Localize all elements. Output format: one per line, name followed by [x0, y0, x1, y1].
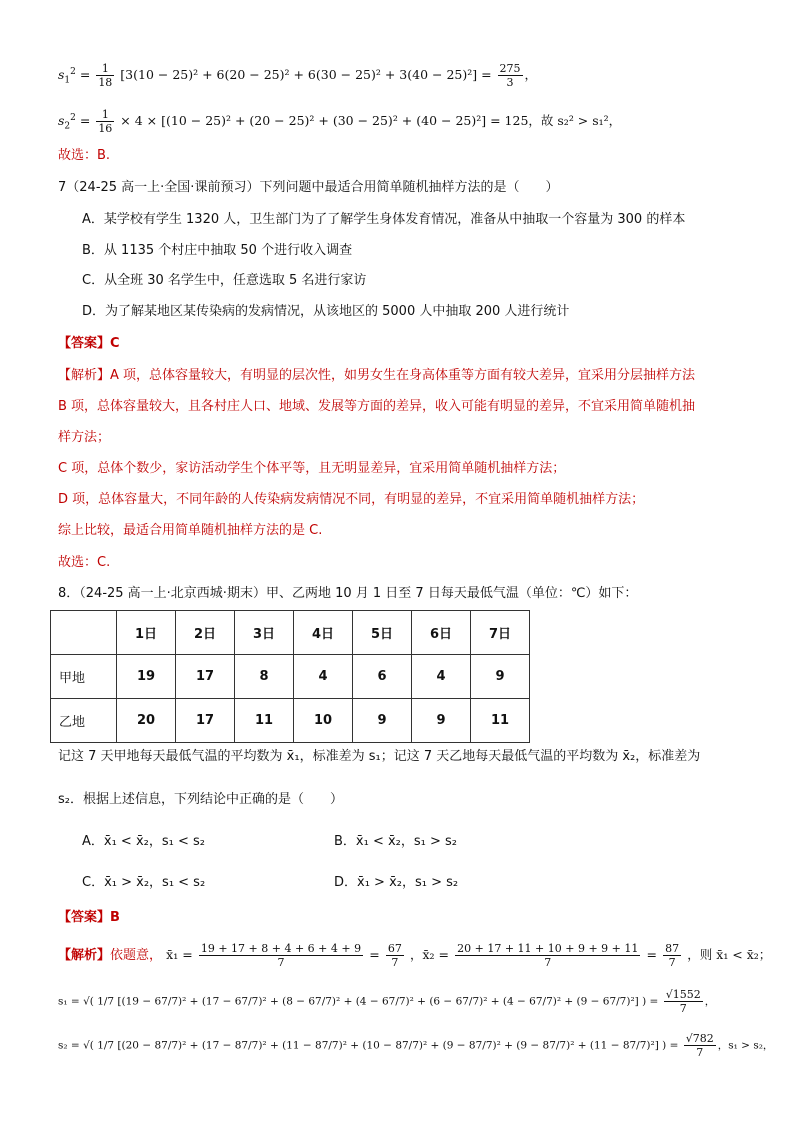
table-cell: 11 [471, 699, 530, 743]
table-cell: 11 [235, 699, 294, 743]
fraction: $\frac{19 + 17 + 8 + 4 + 6 + 4 + 9}{7}$ [200, 942, 362, 969]
q7-analysis-line-1: 【解析】A 项，总体容量较大，有明显的层次性，如男女生在身高体重等方面有较大差异，宜采用分层抽样方法 [58, 368, 696, 383]
q7-analysis-line-2: B 项，总体容量较大，且各村庄人口、地域、发展等方面的差异，收入可能有明显的差异，不宜采用简单随机抽 [58, 399, 696, 414]
fraction: $\frac{√1552}{7}$ [665, 988, 701, 1015]
q8-stem: 8．（24-25 高一上·北京西城·期末）甲、乙两地 10 月 1 日至 7 日每天最低气温（单位：℃）如下： [58, 586, 638, 601]
q7-analysis-line-5: D 项，总体容量大，不同年龄的人传染病发病情况不同，有明显的差异，不宜采用简单随机抽样方法； [58, 492, 645, 507]
q7-option-d: D．为了解某地区某传染病的发病情况，从该地区的 5000 人中抽取 200 人进行统计 [82, 304, 570, 319]
q7-analysis-line-4: C 项，总体个数少，家访活动学生个体平等，且无明显差异，宜采用简单随机抽样方法； [58, 461, 566, 476]
fraction: $\frac{1}{18}$ [98, 62, 113, 90]
table-header-row [51, 611, 530, 655]
q8-option-a: A．x̄₁ < x̄₂，s₁ < s₂ [82, 834, 205, 849]
q7-choice: 故选：C. [58, 555, 111, 570]
q7-stem: 7（24-25 高一上·全国·课前预习）下列问题中最适合用简单随机抽样方法的是（ ） [58, 180, 559, 195]
table-cell: 17 [176, 699, 235, 743]
table-cell: 4 [412, 655, 471, 699]
fraction: $\frac{20 + 17 + 11 + 10 + 9 + 9 + 11}{7}$ [457, 942, 639, 969]
table-corner-cell [51, 611, 117, 655]
q8-description-line-2: s₂．根据上述信息，下列结论中正确的是（ ） [58, 792, 343, 807]
fraction: $\frac{67}{7}$ [387, 942, 402, 969]
table-cell: 10 [294, 699, 353, 743]
q7-option-a: A．某学校有学生 1320 人，卫生部门为了了解学生身体发育情况，准备从中抽取一个容量为 300 的样本 [82, 212, 686, 227]
q7-analysis-line-3: 样方法； [58, 430, 111, 445]
q7-answer: 【答案】C [58, 336, 120, 351]
s2-squared-formula: $s_2^2$ = $\frac{1}{16}$ × 4 × [(10 − 25)² + (20 − 25)² + (30 − 25)² + (40 − 25)²] = 125，故 s₂² > s₁²， [58, 108, 622, 136]
table-header-cell: 5日 [353, 611, 412, 655]
table-cell: 9 [471, 655, 530, 699]
table-row [51, 655, 530, 699]
q8-option-b: B．x̄₁ < x̄₂，s₁ > s₂ [334, 834, 458, 849]
q8-answer: 【答案】B [58, 910, 120, 925]
table-cell: 8 [235, 655, 294, 699]
table-row [51, 699, 530, 743]
fraction: $\frac{1}{16}$ [98, 108, 113, 136]
q8-option-d: D．x̄₁ > x̄₂，s₁ > s₂ [334, 875, 459, 890]
prev-choice: 故选：B. [58, 148, 111, 163]
q7-option-b: B．从 1135 个村庄中抽取 50 个进行收入调查 [82, 243, 353, 258]
table-cell: 4 [294, 655, 353, 699]
q8-description-line-1: 记这 7 天甲地每天最低气温的平均数为 x̄₁，标准差为 s₁；记这 7 天乙地每天最低气温的平均数为 x̄₂，标准差为 [58, 749, 701, 764]
fraction: $\frac{87}{7}$ [665, 942, 680, 969]
table-cell: 9 [353, 699, 412, 743]
row-label-jia: 甲地 [51, 655, 117, 699]
table-header-cell: 1日 [117, 611, 176, 655]
q8-s1-formula: s₁ = √( 1/7 [(19 − 67/7)² + (17 − 67/7)² + (8 − 67/7)² + (4 − 67/7)² + (6 − 67/7)² + (4 − 67/7)² + (9 − 67/7)²] ) = $\frac{√1552}{7}$ ， [58, 988, 716, 1015]
table-cell: 6 [353, 655, 412, 699]
s1-squared-formula: $s_1^2$ = $\frac{1}{18}$ [3(10 − 25)² + 6(20 − 25)² + 6(30 − 25)² + 3(40 − 25)²] = $\frac{275}{3}$ ， [58, 62, 538, 90]
table-cell: 9 [412, 699, 471, 743]
fraction: $\frac{√782}{7}$ [685, 1032, 714, 1059]
q7-analysis-line-6: 综上比较，最适合用简单随机抽样方法的是 C. [58, 523, 323, 538]
table-cell: 17 [176, 655, 235, 699]
q7-option-c: C．从全班 30 名学生中，任意选取 5 名进行家访 [82, 273, 367, 288]
q8-option-c: C．x̄₁ > x̄₂，s₁ < s₂ [82, 875, 206, 890]
table-header-cell: 7日 [471, 611, 530, 655]
table-header-cell: 3日 [235, 611, 294, 655]
q8-s2-formula: s₂ = √( 1/7 [(20 − 87/7)² + (17 − 87/7)² + (11 − 87/7)² + (10 − 87/7)² + (9 − 87/7)² + (9 − 87/7)² + (11 − 87/7)²] ) = $\frac{√782}{7}$ ，s₁ > s₂， [58, 1032, 774, 1059]
fraction: $\frac{275}{3}$ [499, 62, 521, 90]
table-header-cell: 2日 [176, 611, 235, 655]
q8-analysis-means: 【解析】依题意， x̄₁ = $\frac{19 + 17 + 8 + 4 + 6 + 4 + 9}{7}$ = $\frac{67}{7}$ ，x̄₂ = $\frac{20 + 17 + 11 + 10 + 9 + 9 + 11}{7}$ = $\frac{87}{7}$ ，则 x̄₁ < x̄₂； [58, 942, 772, 969]
temperature-table [50, 610, 530, 743]
table-cell: 19 [117, 655, 176, 699]
table-cell: 20 [117, 699, 176, 743]
table-header-cell: 6日 [412, 611, 471, 655]
table-header-cell: 4日 [294, 611, 353, 655]
row-label-yi: 乙地 [51, 699, 117, 743]
